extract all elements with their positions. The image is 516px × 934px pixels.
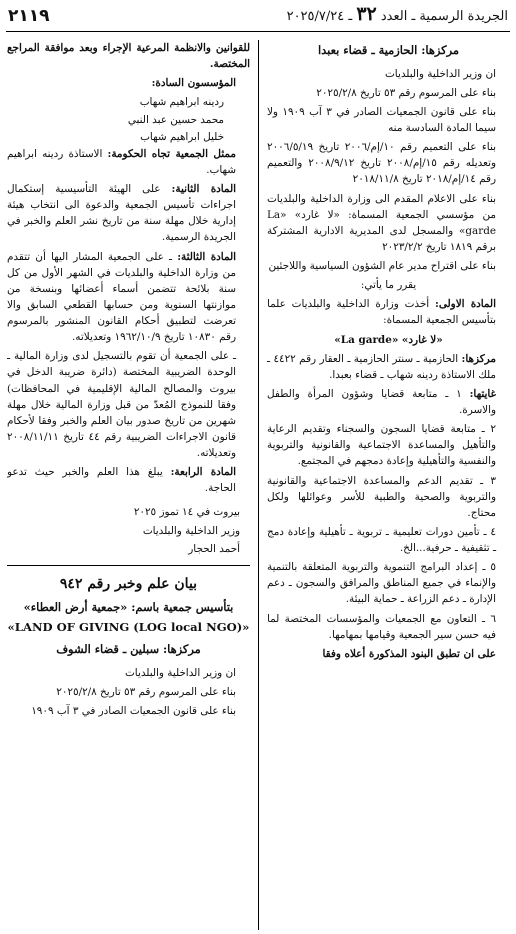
signature-title: وزير الداخلية والبلديات: [142, 524, 240, 537]
notice-title: بيان علم وخبر رقم ٩٤٢: [59, 575, 198, 592]
article-3-text: ـ على الجمعية المشار اليها أن تتقدم من وزارة الداخلية والبلديات في الشهر الأول من كل سنة بلائحة تتضمن أسماء أعضائها وبنسخة من موازنتها السنوية ومن حسابها القطعي السابق والا تعرضت لتطبيق أحكام القانون المنشور بالمرسوم رقم ١٠٨٣٠ تاريخ ١٩٦٢/١٠/٩ وتعديلاته.: [7, 250, 236, 344]
article-2: [7, 181, 250, 246]
signature-date: بيروت في ١٤ تموز ٢٠٢٥: [133, 506, 240, 519]
two-columns: [6, 40, 510, 930]
representative-text: الاستاذة ردينه ابراهيم شهاب.: [7, 147, 236, 176]
preamble-4: بناء على التعميم رقم ١٠/إم/٢٠٠٦ تاريخ ٢٠٠٦/٥/١٩ وتعديله رقم ١٥/إم/٢٠٠٨ تاريخ ٢٠٠٨/٩/١٢ والتعميم رقم ١٤/إم/٢٠١٨ تاريخ ٢٠١٨/١١/٨: [267, 141, 497, 186]
goal-3: ٣ ـ تقديم الدعم والمساعدة الاجتماعية والقانونية والتربوية والصحية والطبية للأسر وعوائلها ولكل محتاج.: [267, 474, 496, 519]
notice-preamble-2: بناء على المرسوم رقم ٥٣ تاريخ ٢٠٢٥/٢/٨: [56, 685, 236, 698]
article-2-text: على الهيئة التأسيسية إستكمال اجراءات تأسيس الجمعية والدعوة الى انتخاب هيئة إدارية خلال مهلة سنة من تاريخ نشر العلم والخبر في الجريدة الرسمية.: [7, 183, 236, 244]
signature-name: أحمد الحجار: [188, 542, 240, 555]
notice-english-name: «LAND OF GIVING (LOG local NGO)»: [7, 620, 250, 635]
article-1-label: المادة الاولى:: [435, 298, 496, 311]
goal-6: ٦ ـ التعاون مع الجمعيات والمؤسسات المختصة لما فيه حسن سير الجمعية وقيامها بمهامها.: [267, 612, 496, 641]
preamble-6: بناء على اقتراح مدير عام الشؤون السياسية واللاجئين: [268, 260, 496, 273]
right-column: [259, 40, 510, 930]
article-3: [7, 249, 250, 346]
hq-paragraph: [267, 351, 510, 383]
goal-4: ٤ ـ تأمين دورات تعليمية ـ تربوية ـ تأهيلية وإعادة دمج ـ تثقيفية ـ حرفية...الخ.: [267, 525, 496, 555]
goal-1-text: ١ ـ متابعة قضايا وشؤون المرأة والطفل والاسرة.: [267, 387, 496, 417]
notice-preamble-3: بناء على قانون الجمعيات الصادر في ٣ آب ١٩٠٩: [31, 705, 236, 717]
gazette-issue-line: [287, 0, 508, 29]
goal-2: ٢ ـ متابعة قضايا السجون والسجناء وتقديم الرعاية والتأهيل والمساعدة الاجتماعية والقانونية والتربوية والنفسية والتأهيلية وإعادة دمجهم في المجتمع.: [267, 423, 496, 468]
goal-5: ٥ ـ إعداد البرامج التنموية والتربوية المتعلقة بالتنمية والإنماء في جميع المناطق والمرافق والسجون ـ دعم الإدارة ـ دعم الزراعة ـ حماية البيئة.: [267, 561, 496, 606]
notice-preamble-1: ان وزير الداخلية والبلديات: [125, 666, 236, 679]
preamble-2: بناء على المرسوم رقم ٥٣ تاريخ ٢٠٢٥/٢/٨: [316, 86, 496, 99]
hq-label: مركزها:: [461, 352, 496, 365]
decision-line: يقرر ما يأتي:: [360, 279, 417, 292]
gazette-name: الجريدة الرسمية ـ العدد: [380, 8, 508, 24]
preamble-3: بناء على قانون الجمعيات الصادر في ٣ آب ١٩٠٩ ولا سيما المادة السادسة منه: [267, 105, 497, 135]
closing-line: على ان تطبق البنود المذكورة أعلاه وفقا: [322, 647, 496, 660]
article-1: [267, 296, 510, 328]
article-2-label: المادة الثانية:: [171, 183, 236, 195]
founder-3: خليل ابراهيم شهاب: [140, 130, 224, 143]
notice-hq: مركزها: سبلين ـ قضاء الشوف: [56, 642, 201, 657]
article-4: [7, 464, 250, 496]
article-4-text: يبلغ هذا العلم والخبر حيث تدعو الحاجة.: [7, 466, 236, 495]
founders-label: المؤسسون السادة:: [151, 77, 236, 90]
goals-label: غايتها:: [469, 387, 496, 400]
article-3-tax: ـ على الجمعية أن تقوم بالتسجيل لدى وزارة المالية ـ الوحدة الضريبية المختصة (دائرة ضريبة الدخل في بيروت والمصالح المالية الإقليمية في المحافظات) وفقا للنموذج المُعدّ من قبل وزارة المالية خلال مهلة شهرين من تاريخ صدور بيان العلم والخبر وفقا لأحكام قانون الاجراءات الضريبية رقم ٤٤ تاريخ ٢٠٠٨/١١/١١ وتعديلاته.: [7, 350, 237, 459]
issue-date: ـ ٢٠٢٥/٧/٢٤: [286, 8, 353, 24]
page-header: [6, 2, 510, 32]
representative: [7, 146, 250, 178]
founder-2: محمد حسين عبد النبي: [127, 113, 224, 126]
founder-1: ردينه ابراهيم شهاب: [139, 96, 224, 109]
page-number: ٢١١٩: [8, 5, 50, 26]
continuation-text: للقوانين والانظمة المرعية الإجراء وبعد موافقة المراجع المختصة.: [7, 42, 250, 71]
left-column: [7, 40, 258, 930]
preamble-1: ان وزير الداخلية والبلديات: [385, 67, 496, 80]
association-name: «لا غارد» «La garde»: [334, 333, 443, 346]
section-separator: [7, 565, 250, 566]
hq-heading: مركزها: الحازمية ـ قضاء بعبدا: [318, 43, 459, 57]
article-3-label: المادة الثالثة:: [177, 250, 237, 263]
issue-number: ٣٢: [356, 2, 377, 25]
representative-label: ممثل الجمعية تجاه الحكومة:: [107, 147, 237, 160]
preamble-5: بناء على الاعلام المقدم الى وزارة الداخلية والبلديات من مؤسسي الجمعية المسماة: «لا غارد» «La garde» والمسجل لدى المديرية الادارية المشتركة برقم ١٨١٩ تاريخ ٢٠٢٣/٢/٢: [267, 192, 496, 253]
article-4-label: المادة الرابعة:: [170, 466, 237, 479]
hq-text: الحازمية ـ سنتر الحازمية ـ العقار رقم ٤٤٢٢ ـ ملك الاستاذة ردينه شهاب ـ قضاء بعبدا.: [267, 352, 496, 381]
article-1-text: أخذت وزارة الداخلية والبلديات علما بتأسيس الجمعية المسماة:: [267, 298, 496, 327]
column-divider: [258, 40, 259, 930]
goal-1: [267, 386, 510, 418]
notice-subtitle: بتأسيس جمعية باسم: «جمعية أرض العطاء»: [23, 600, 234, 615]
